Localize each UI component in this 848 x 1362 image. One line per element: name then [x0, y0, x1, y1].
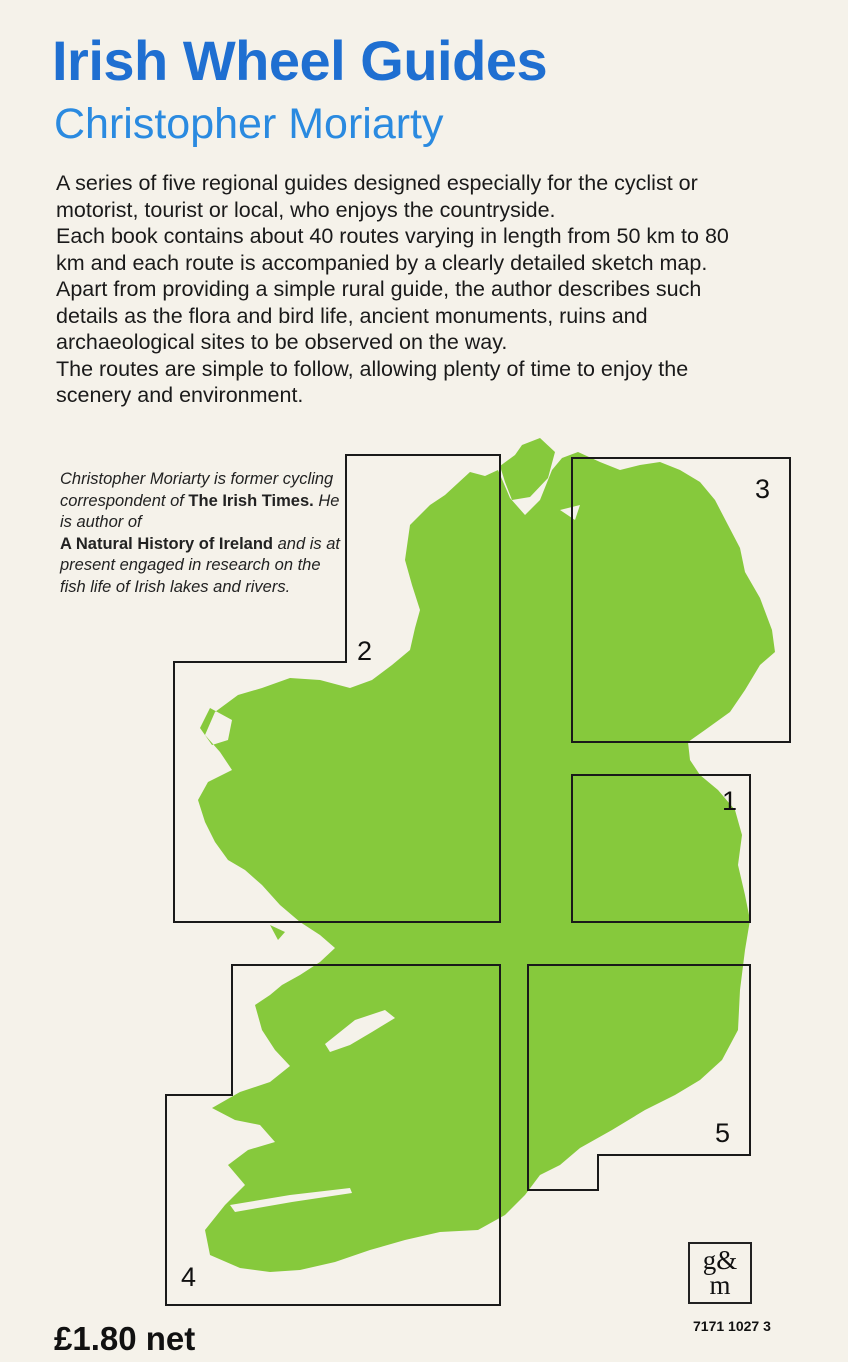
publisher-logo [688, 1242, 752, 1304]
bio-newspaper: The Irish Times. [188, 491, 314, 510]
author-name: Christopher Moriarty [54, 100, 444, 148]
description-paragraph-4: The routes are simple to follow, allowing plenty of time to enjoy the scenery and environment. [56, 356, 689, 407]
region-label-1: 1 [722, 786, 738, 816]
bio-text-1: Christopher Moriarty is former cycling correspondent of [60, 470, 334, 510]
publisher-logo-top: g& [702, 1245, 738, 1275]
region-label-2: 2 [357, 636, 373, 666]
bio-text-3: and is at present engaged in research on the fish life of Irish lakes and rivers. [60, 534, 340, 596]
region-label-5: 5 [715, 1118, 731, 1148]
region-label-3: 3 [755, 474, 771, 504]
price: £1.80 net [54, 1320, 196, 1357]
description-paragraph-3: Apart from providing a simple rural guide, the author describes such details as the flora and bird life, ancient monuments, ruins and archaeological sites to be observed on the way. [56, 277, 702, 354]
series-title: Irish Wheel Guides [52, 29, 548, 92]
author-bio [60, 469, 350, 598]
description-paragraph-2: Each book contains about 40 routes varying in length from 50 km to 80 km and each route is accompanied by a clearly detailed sketch map. [56, 224, 729, 275]
bio-book-title: A Natural History of Ireland [60, 534, 274, 553]
description-paragraph-1: A series of five regional guides designed especially for the cyclist or motorist, tourist or local, who enjoys the countryside. [56, 171, 698, 222]
publisher-logo-bottom: m [709, 1270, 731, 1300]
bio-text-2: He is author of [60, 491, 340, 531]
isbn: 7171 1027 3 [693, 1318, 771, 1334]
region-label-4: 4 [181, 1262, 197, 1292]
